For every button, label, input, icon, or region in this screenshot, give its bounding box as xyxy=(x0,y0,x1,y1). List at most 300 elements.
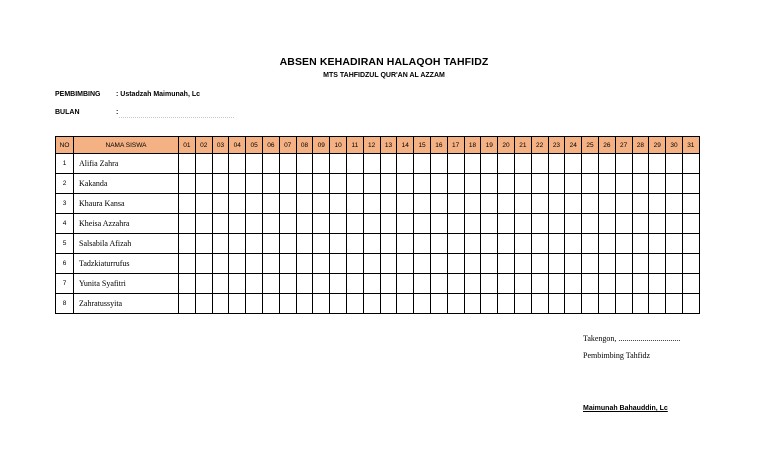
attendance-cell xyxy=(397,294,414,314)
attendance-cell xyxy=(682,254,699,274)
attendance-cell xyxy=(330,194,347,214)
attendance-cell xyxy=(682,274,699,294)
attendance-cell xyxy=(330,254,347,274)
attendance-cell xyxy=(481,254,498,274)
student-name: Salsabila Afizah xyxy=(74,234,179,254)
attendance-cell xyxy=(498,234,515,254)
signature-role: Pembimbing Tahfidz xyxy=(583,351,651,360)
attendance-cell xyxy=(447,154,464,174)
header-day: 22 xyxy=(531,137,548,154)
attendance-cell xyxy=(330,234,347,254)
attendance-cell xyxy=(414,254,431,274)
student-name: Kheisa Azzahra xyxy=(74,214,179,234)
attendance-cell xyxy=(548,234,565,254)
attendance-cell xyxy=(212,254,229,274)
attendance-cell xyxy=(296,234,313,254)
attendance-cell xyxy=(514,154,531,174)
attendance-cell xyxy=(498,154,515,174)
attendance-cell xyxy=(666,174,683,194)
attendance-cell xyxy=(330,294,347,314)
attendance-cell xyxy=(330,154,347,174)
header-day: 14 xyxy=(397,137,414,154)
attendance-cell xyxy=(531,294,548,314)
attendance-cell xyxy=(380,234,397,254)
attendance-cell xyxy=(212,214,229,234)
attendance-cell xyxy=(430,254,447,274)
table-row xyxy=(56,274,700,294)
attendance-cell xyxy=(346,154,363,174)
header-day: 09 xyxy=(313,137,330,154)
attendance-cell xyxy=(615,294,632,314)
attendance-cell xyxy=(582,174,599,194)
attendance-cell xyxy=(229,194,246,214)
attendance-cell xyxy=(179,294,196,314)
attendance-cell xyxy=(363,254,380,274)
attendance-cell xyxy=(531,174,548,194)
attendance-cell xyxy=(615,174,632,194)
attendance-cell xyxy=(296,154,313,174)
attendance-cell xyxy=(548,214,565,234)
attendance-cell xyxy=(582,214,599,234)
table-row xyxy=(56,154,700,174)
bulan-fill-line xyxy=(119,117,234,118)
attendance-cell xyxy=(565,294,582,314)
attendance-cell xyxy=(363,174,380,194)
attendance-cell xyxy=(615,154,632,174)
attendance-cell xyxy=(179,154,196,174)
attendance-cell xyxy=(229,214,246,234)
header-day: 30 xyxy=(666,137,683,154)
attendance-cell xyxy=(296,294,313,314)
attendance-cell xyxy=(313,154,330,174)
attendance-cell xyxy=(531,214,548,234)
attendance-cell xyxy=(296,254,313,274)
attendance-cell xyxy=(195,194,212,214)
attendance-cell xyxy=(666,214,683,234)
signature-name: Maimunah Bahauddin, Lc xyxy=(583,405,668,412)
attendance-cell xyxy=(565,194,582,214)
row-number: 3 xyxy=(56,194,74,214)
attendance-cell xyxy=(514,174,531,194)
attendance-cell xyxy=(246,194,263,214)
attendance-cell xyxy=(514,234,531,254)
attendance-cell xyxy=(246,174,263,194)
attendance-cell xyxy=(296,274,313,294)
attendance-cell xyxy=(179,234,196,254)
student-name: Alifia Zahra xyxy=(74,154,179,174)
attendance-cell xyxy=(464,294,481,314)
attendance-cell xyxy=(346,174,363,194)
student-name: Tadzkiaturrufus xyxy=(74,254,179,274)
attendance-cell xyxy=(548,274,565,294)
attendance-cell xyxy=(632,154,649,174)
attendance-cell xyxy=(179,214,196,234)
attendance-cell xyxy=(598,194,615,214)
attendance-cell xyxy=(313,174,330,194)
attendance-cell xyxy=(514,254,531,274)
attendance-cell xyxy=(363,294,380,314)
attendance-cell xyxy=(481,214,498,234)
attendance-cell xyxy=(447,254,464,274)
table-row xyxy=(56,234,700,254)
attendance-cell xyxy=(548,254,565,274)
attendance-cell xyxy=(548,154,565,174)
signature-place-date: Takengon, ............................... xyxy=(583,334,681,343)
bulan-value: : xyxy=(116,109,119,116)
attendance-cell xyxy=(582,194,599,214)
attendance-cell xyxy=(464,234,481,254)
attendance-cell xyxy=(179,254,196,274)
attendance-cell xyxy=(363,214,380,234)
attendance-cell xyxy=(481,294,498,314)
header-day: 23 xyxy=(548,137,565,154)
attendance-cell xyxy=(649,174,666,194)
attendance-cell xyxy=(632,294,649,314)
attendance-cell xyxy=(313,234,330,254)
table-row xyxy=(56,194,700,214)
attendance-cell xyxy=(464,274,481,294)
attendance-cell xyxy=(414,174,431,194)
attendance-cell xyxy=(195,174,212,194)
attendance-cell xyxy=(279,294,296,314)
attendance-cell xyxy=(330,274,347,294)
header-day: 06 xyxy=(262,137,279,154)
attendance-cell xyxy=(615,234,632,254)
header-no: NO xyxy=(56,137,74,154)
attendance-cell xyxy=(598,234,615,254)
header-day: 28 xyxy=(632,137,649,154)
attendance-cell xyxy=(447,294,464,314)
bulan-label: BULAN xyxy=(55,109,80,116)
attendance-cell xyxy=(682,234,699,254)
attendance-cell xyxy=(246,294,263,314)
attendance-cell xyxy=(531,194,548,214)
attendance-cell xyxy=(615,194,632,214)
attendance-cell xyxy=(397,234,414,254)
attendance-cell xyxy=(262,254,279,274)
attendance-cell xyxy=(481,174,498,194)
attendance-cell xyxy=(582,294,599,314)
attendance-cell xyxy=(313,254,330,274)
attendance-cell xyxy=(464,214,481,234)
attendance-cell xyxy=(313,214,330,234)
attendance-cell xyxy=(414,294,431,314)
attendance-cell xyxy=(682,294,699,314)
attendance-cell xyxy=(414,274,431,294)
attendance-cell xyxy=(531,274,548,294)
attendance-cell xyxy=(195,154,212,174)
attendance-cell xyxy=(397,274,414,294)
attendance-cell xyxy=(296,174,313,194)
attendance-cell xyxy=(548,174,565,194)
attendance-cell xyxy=(380,174,397,194)
attendance-cell xyxy=(330,174,347,194)
attendance-cell xyxy=(565,254,582,274)
attendance-cell xyxy=(582,234,599,254)
attendance-cell xyxy=(212,274,229,294)
attendance-cell xyxy=(498,274,515,294)
attendance-cell xyxy=(195,234,212,254)
attendance-cell xyxy=(229,234,246,254)
attendance-cell xyxy=(481,274,498,294)
attendance-cell xyxy=(430,154,447,174)
attendance-cell xyxy=(430,294,447,314)
attendance-cell xyxy=(430,214,447,234)
row-number: 7 xyxy=(56,274,74,294)
attendance-cell xyxy=(481,234,498,254)
attendance-cell xyxy=(582,154,599,174)
attendance-cell xyxy=(514,294,531,314)
attendance-cell xyxy=(430,234,447,254)
header-day: 12 xyxy=(363,137,380,154)
attendance-cell xyxy=(682,174,699,194)
document-title: ABSEN KEHADIRAN HALAQOH TAHFIDZ xyxy=(279,56,489,68)
attendance-cell xyxy=(598,294,615,314)
header-day: 25 xyxy=(582,137,599,154)
attendance-cell xyxy=(346,254,363,274)
attendance-cell xyxy=(598,154,615,174)
attendance-cell xyxy=(229,154,246,174)
attendance-cell xyxy=(649,214,666,234)
attendance-cell xyxy=(632,214,649,234)
attendance-cell xyxy=(346,274,363,294)
attendance-cell xyxy=(632,194,649,214)
attendance-cell xyxy=(262,294,279,314)
attendance-cell xyxy=(447,274,464,294)
header-day: 10 xyxy=(330,137,347,154)
row-number: 6 xyxy=(56,254,74,274)
table-row xyxy=(56,254,700,274)
attendance-cell xyxy=(246,234,263,254)
attendance-cell xyxy=(414,194,431,214)
attendance-cell xyxy=(414,154,431,174)
attendance-cell xyxy=(229,174,246,194)
pembimbing-label: PEMBIMBING xyxy=(55,91,101,98)
attendance-cell xyxy=(598,254,615,274)
attendance-cell xyxy=(565,174,582,194)
attendance-cell xyxy=(262,274,279,294)
attendance-cell xyxy=(632,254,649,274)
attendance-cell xyxy=(666,154,683,174)
attendance-cell xyxy=(246,214,263,234)
row-number: 5 xyxy=(56,234,74,254)
header-day: 19 xyxy=(481,137,498,154)
header-day: 04 xyxy=(229,137,246,154)
attendance-cell xyxy=(430,174,447,194)
attendance-cell xyxy=(346,194,363,214)
attendance-cell xyxy=(363,234,380,254)
attendance-cell xyxy=(262,234,279,254)
attendance-cell xyxy=(498,174,515,194)
attendance-cell xyxy=(649,194,666,214)
header-day: 20 xyxy=(498,137,515,154)
attendance-cell xyxy=(632,174,649,194)
attendance-cell xyxy=(330,214,347,234)
attendance-cell xyxy=(279,194,296,214)
attendance-cell xyxy=(195,214,212,234)
attendance-cell xyxy=(363,154,380,174)
attendance-cell xyxy=(548,194,565,214)
attendance-cell xyxy=(414,214,431,234)
attendance-cell xyxy=(498,194,515,214)
attendance-cell xyxy=(380,254,397,274)
attendance-cell xyxy=(565,154,582,174)
attendance-cell xyxy=(615,274,632,294)
attendance-cell xyxy=(464,174,481,194)
student-name: Khaura Kansa xyxy=(74,194,179,214)
attendance-cell xyxy=(296,194,313,214)
header-day: 29 xyxy=(649,137,666,154)
attendance-cell xyxy=(649,154,666,174)
attendance-cell xyxy=(397,214,414,234)
header-day: 15 xyxy=(414,137,431,154)
attendance-cell xyxy=(531,254,548,274)
header-day: 07 xyxy=(279,137,296,154)
attendance-cell xyxy=(279,234,296,254)
header-day: 03 xyxy=(212,137,229,154)
attendance-cell xyxy=(666,274,683,294)
attendance-cell xyxy=(279,174,296,194)
attendance-cell xyxy=(464,254,481,274)
attendance-cell xyxy=(380,294,397,314)
attendance-cell xyxy=(666,234,683,254)
table-header-row xyxy=(56,137,700,154)
header-day: 31 xyxy=(682,137,699,154)
attendance-cell xyxy=(666,194,683,214)
attendance-cell xyxy=(229,274,246,294)
attendance-cell xyxy=(531,234,548,254)
attendance-cell xyxy=(481,194,498,214)
attendance-cell xyxy=(179,194,196,214)
attendance-cell xyxy=(682,214,699,234)
attendance-cell xyxy=(262,154,279,174)
row-number: 4 xyxy=(56,214,74,234)
header-nama-siswa: NAMA SISWA xyxy=(74,137,179,154)
header-day: 16 xyxy=(430,137,447,154)
attendance-cell xyxy=(632,274,649,294)
header-day: 11 xyxy=(346,137,363,154)
attendance-cell xyxy=(514,274,531,294)
attendance-cell xyxy=(447,234,464,254)
attendance-cell xyxy=(598,274,615,294)
attendance-cell xyxy=(363,194,380,214)
attendance-cell xyxy=(262,174,279,194)
attendance-cell xyxy=(447,194,464,214)
attendance-cell xyxy=(212,154,229,174)
attendance-cell xyxy=(514,214,531,234)
attendance-cell xyxy=(195,254,212,274)
attendance-cell xyxy=(279,154,296,174)
attendance-cell xyxy=(397,254,414,274)
attendance-cell xyxy=(615,254,632,274)
attendance-cell xyxy=(229,294,246,314)
header-day: 01 xyxy=(179,137,196,154)
attendance-cell xyxy=(229,254,246,274)
attendance-cell xyxy=(212,294,229,314)
attendance-cell xyxy=(498,294,515,314)
attendance-cell xyxy=(397,174,414,194)
attendance-cell xyxy=(682,194,699,214)
attendance-cell xyxy=(632,234,649,254)
attendance-cell xyxy=(582,274,599,294)
header-day: 24 xyxy=(565,137,582,154)
attendance-cell xyxy=(246,274,263,294)
attendance-cell xyxy=(649,294,666,314)
attendance-cell xyxy=(195,274,212,294)
attendance-cell xyxy=(346,234,363,254)
header-day: 27 xyxy=(615,137,632,154)
header-day: 08 xyxy=(296,137,313,154)
attendance-cell xyxy=(514,194,531,214)
attendance-cell xyxy=(246,154,263,174)
attendance-cell xyxy=(531,154,548,174)
attendance-cell xyxy=(296,214,313,234)
attendance-cell xyxy=(380,194,397,214)
attendance-cell xyxy=(262,214,279,234)
attendance-cell xyxy=(649,234,666,254)
attendance-cell xyxy=(179,274,196,294)
attendance-cell xyxy=(666,294,683,314)
attendance-cell xyxy=(582,254,599,274)
attendance-cell xyxy=(313,294,330,314)
attendance-cell xyxy=(313,274,330,294)
header-day: 05 xyxy=(246,137,263,154)
attendance-cell xyxy=(447,214,464,234)
attendance-cell xyxy=(498,254,515,274)
table-row xyxy=(56,294,700,314)
attendance-cell xyxy=(430,274,447,294)
attendance-cell xyxy=(279,254,296,274)
attendance-cell xyxy=(598,174,615,194)
attendance-cell xyxy=(615,214,632,234)
attendance-cell xyxy=(649,254,666,274)
attendance-cell xyxy=(565,234,582,254)
attendance-cell xyxy=(313,194,330,214)
attendance-cell xyxy=(246,254,263,274)
attendance-cell xyxy=(464,154,481,174)
pembimbing-value: : Ustadzah Maimunah, Lc xyxy=(116,91,201,98)
attendance-cell xyxy=(447,174,464,194)
header-day: 26 xyxy=(598,137,615,154)
attendance-cell xyxy=(464,194,481,214)
attendance-cell xyxy=(212,194,229,214)
attendance-cell xyxy=(565,274,582,294)
row-number: 1 xyxy=(56,154,74,174)
attendance-cell xyxy=(346,214,363,234)
attendance-cell xyxy=(262,194,279,214)
attendance-cell xyxy=(481,154,498,174)
student-name: Zahratussyita xyxy=(74,294,179,314)
attendance-cell xyxy=(363,274,380,294)
header-day: 21 xyxy=(514,137,531,154)
header-day: 18 xyxy=(464,137,481,154)
attendance-cell xyxy=(380,214,397,234)
row-number: 8 xyxy=(56,294,74,314)
attendance-cell xyxy=(397,194,414,214)
row-number: 2 xyxy=(56,174,74,194)
student-name: Kakanda xyxy=(74,174,179,194)
attendance-cell xyxy=(212,174,229,194)
attendance-cell xyxy=(498,214,515,234)
attendance-cell xyxy=(179,174,196,194)
header-day: 13 xyxy=(380,137,397,154)
header-day: 02 xyxy=(195,137,212,154)
attendance-cell xyxy=(548,294,565,314)
attendance-cell xyxy=(565,214,582,234)
attendance-cell xyxy=(195,294,212,314)
attendance-cell xyxy=(380,154,397,174)
attendance-table xyxy=(55,136,700,314)
